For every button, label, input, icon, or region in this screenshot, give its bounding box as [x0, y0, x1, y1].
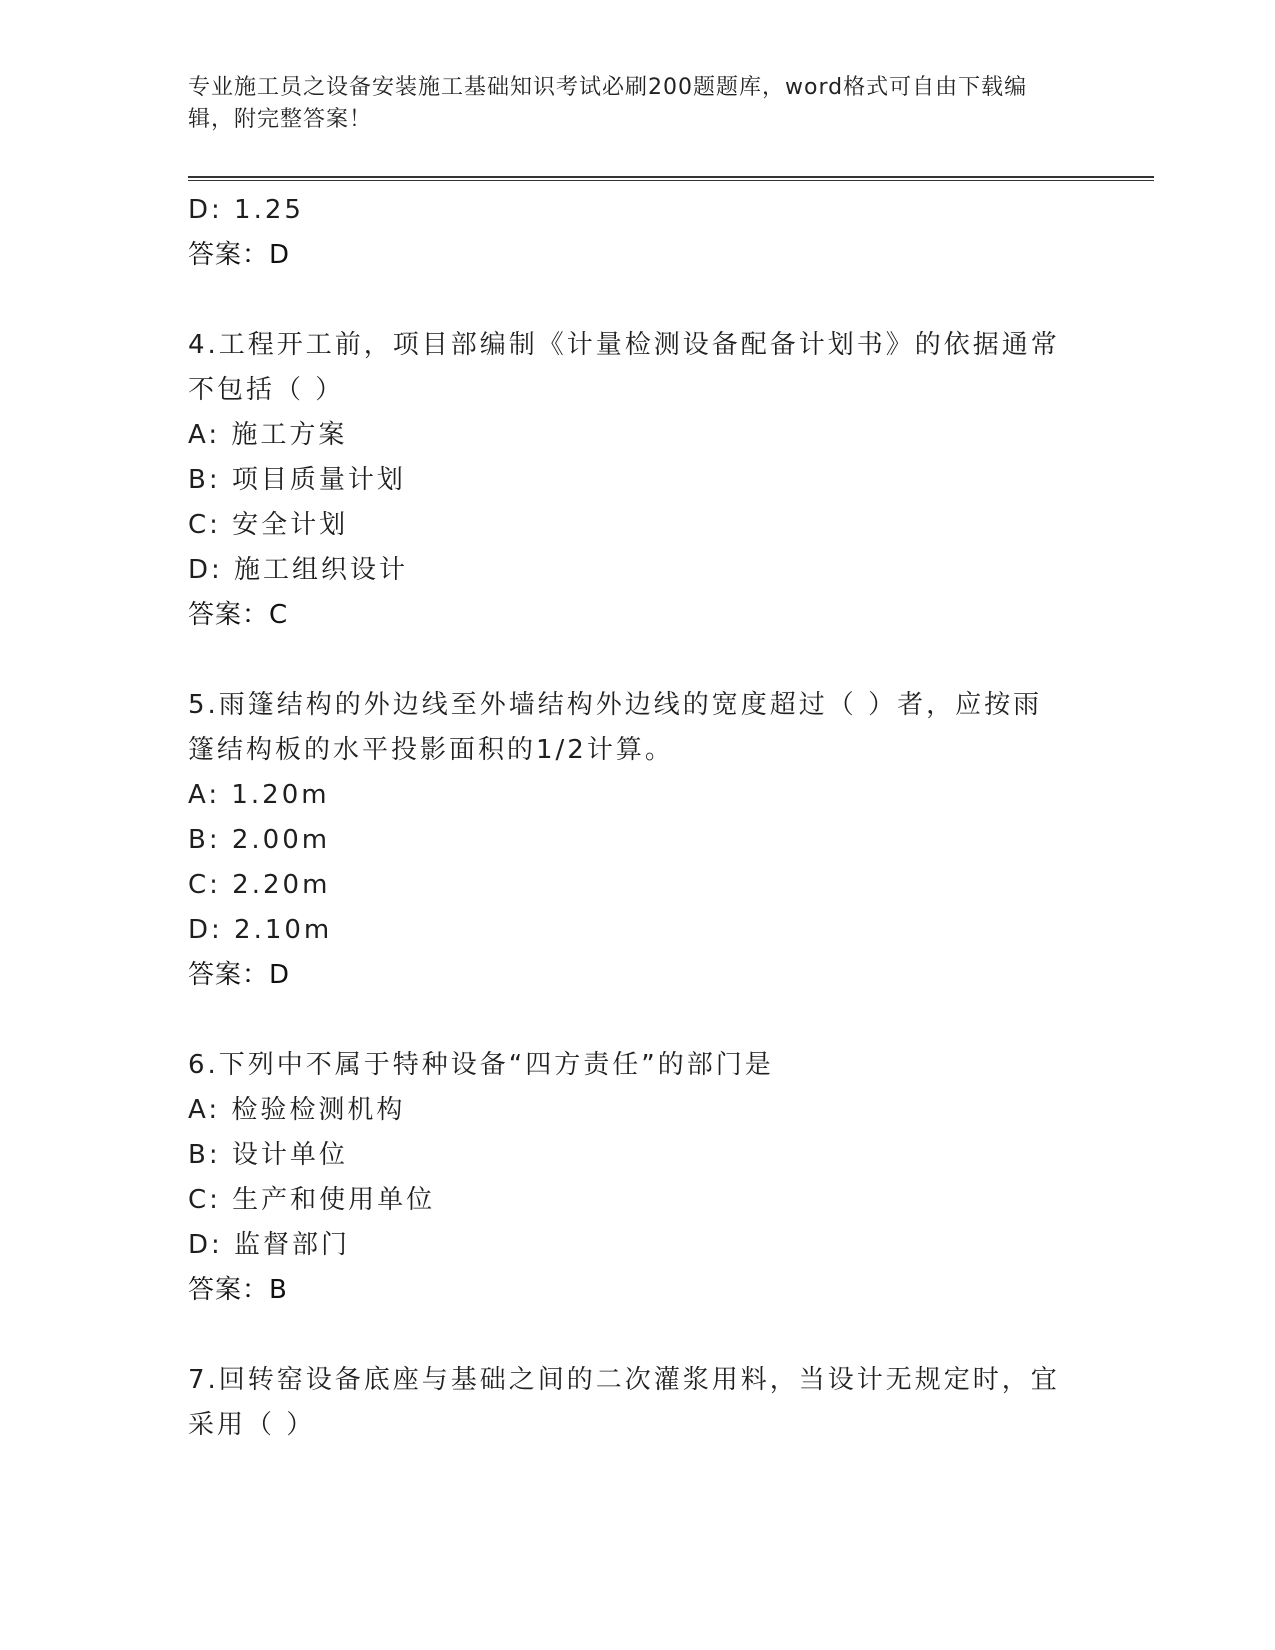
option-d: D: 2.10m — [188, 915, 333, 945]
option-c: C: 生产和使用单位 — [188, 1185, 436, 1215]
option-a: A: 检验检测机构 — [188, 1095, 406, 1125]
option-a: A: 施工方案 — [188, 420, 348, 450]
answer-line: 答案：D — [188, 240, 291, 270]
header-divider — [188, 176, 1154, 181]
question-list — [188, 188, 1088, 1448]
question-stem: 4.工程开工前，项目部编制《计量检测设备配备计划书》的依据通常不包括（ ） — [188, 330, 1060, 405]
question-7 — [188, 1358, 1088, 1448]
option-d: D: 监督部门 — [188, 1230, 351, 1260]
option-c: C: 2.20m — [188, 870, 331, 900]
answer-line: 答案：C — [188, 600, 289, 630]
option-c: C: 安全计划 — [188, 510, 349, 540]
question-6 — [188, 1043, 1088, 1313]
option-d: D: 施工组织设计 — [188, 555, 409, 585]
option-d: D: 1.25 — [188, 195, 304, 225]
option-b: B: 设计单位 — [188, 1140, 348, 1170]
question-stem: 7.回转窑设备底座与基础之间的二次灌浆用料，当设计无规定时，宜采用（ ） — [188, 1365, 1060, 1440]
question-4 — [188, 323, 1088, 638]
option-b: B: 项目质量计划 — [188, 465, 406, 495]
option-a: A: 1.20m — [188, 780, 330, 810]
answer-line: 答案：B — [188, 1275, 288, 1305]
page-header-title: 专业施工员之设备安装施工基础知识考试必刷200题题库，word格式可自由下载编辑，附完整答案！ — [188, 75, 1028, 132]
previous-question-fragment — [188, 188, 1088, 278]
answer-line: 答案：D — [188, 960, 291, 990]
question-stem: 5.雨篷结构的外边线至外墙结构外边线的宽度超过（ ）者，应按雨篷结构板的水平投影面积的1/2计算。 — [188, 690, 1043, 765]
question-5 — [188, 683, 1088, 998]
option-b: B: 2.00m — [188, 825, 331, 855]
question-stem: 6.下列中不属于特种设备“四方责任”的部门是 — [188, 1050, 774, 1080]
